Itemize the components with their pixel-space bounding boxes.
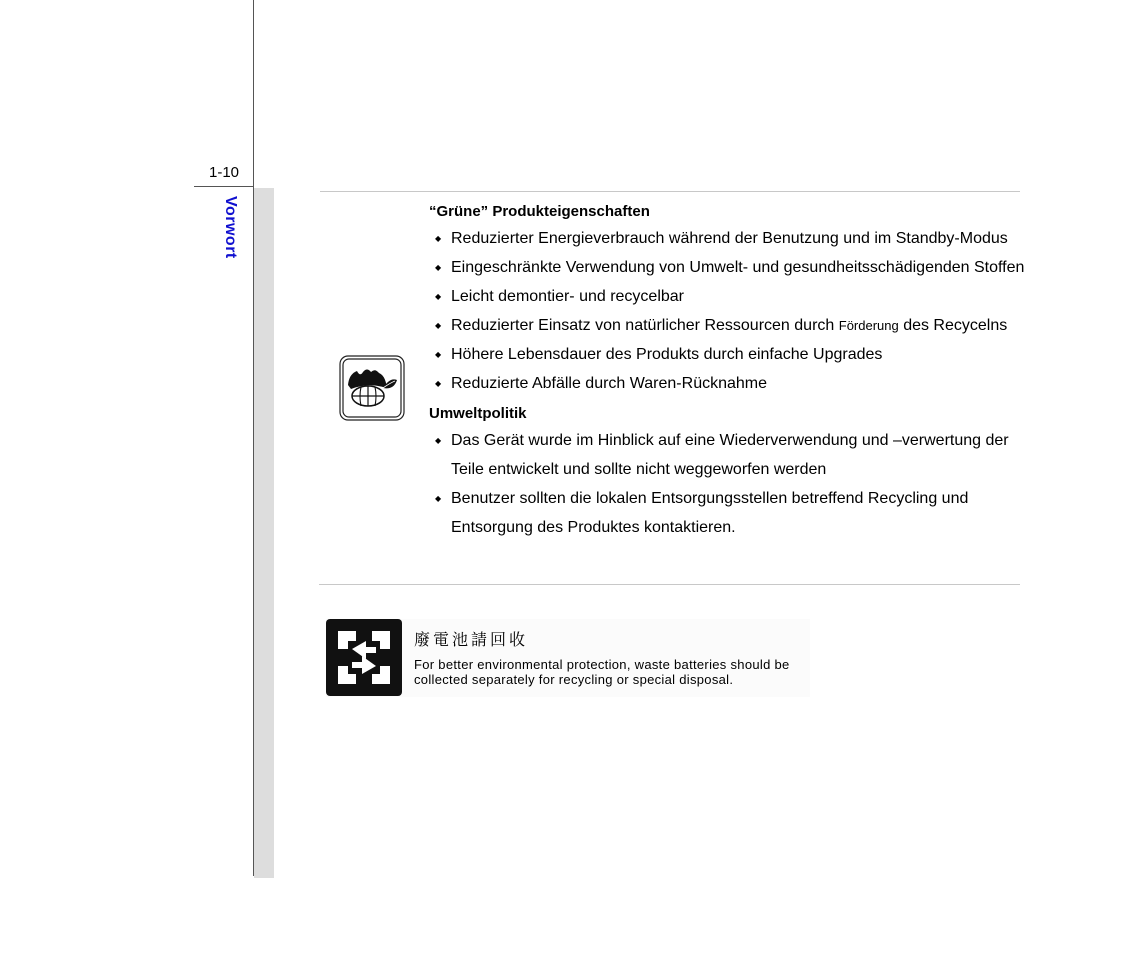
- content-body: [429, 200, 1029, 542]
- list-item-text: Reduzierter Einsatz von natürlicher Ressourcen durch: [451, 317, 835, 334]
- list-item-text: des Recycelns: [903, 317, 1008, 334]
- list-item: ◆ Höhere Lebensdauer des Produkts durch einfache Upgrades: [429, 340, 1029, 369]
- page-number-rule: [194, 186, 254, 187]
- battery-notice: [326, 619, 810, 697]
- list-item: ◆ Reduzierter Energieverbrauch während der Benutzung und im Standby-Modus: [429, 224, 1029, 253]
- eco-hands-globe-icon: [339, 355, 405, 421]
- list-item: ◆ Benutzer sollten die lokalen Entsorgungsstellen betreffend Recycling und Entsorgung des Produktes kontaktieren.: [429, 484, 1029, 542]
- battery-recycle-icon: [326, 619, 402, 696]
- page-number: 1-10: [209, 164, 240, 181]
- margin-strip: [254, 188, 274, 878]
- battery-notice-chinese: 廢電池請回收: [414, 630, 529, 649]
- bottom-divider: [319, 584, 1020, 585]
- top-divider: [320, 191, 1020, 192]
- list-item: ◆ Das Gerät wurde im Hinblick auf eine Wiederverwendung und –verwertung der Teile entwickelt und sollte nicht weggeworfen werden: [429, 426, 1029, 484]
- list-item-text-small: Förderung: [838, 318, 899, 333]
- list-item: ◆ Reduzierte Abfälle durch Waren-Rücknahme: [429, 369, 1029, 398]
- list-item: [429, 311, 1029, 340]
- green-features-list: [429, 224, 1029, 398]
- battery-notice-english: For better environmental protection, waste batteries should be collected separately for recycling or special disposal.: [414, 657, 790, 687]
- section-tab: Vorwort: [222, 196, 239, 259]
- list-item: ◆ Eingeschränkte Verwendung von Umwelt- und gesundheitsschädigenden Stoffen: [429, 253, 1029, 282]
- environment-policy-heading: Umweltpolitik: [429, 405, 527, 422]
- environment-policy-list: [429, 426, 1029, 542]
- list-item: ◆ Leicht demontier- und recycelbar: [429, 282, 1029, 311]
- green-features-heading: “Grüne” Produkteigenschaften: [429, 203, 650, 220]
